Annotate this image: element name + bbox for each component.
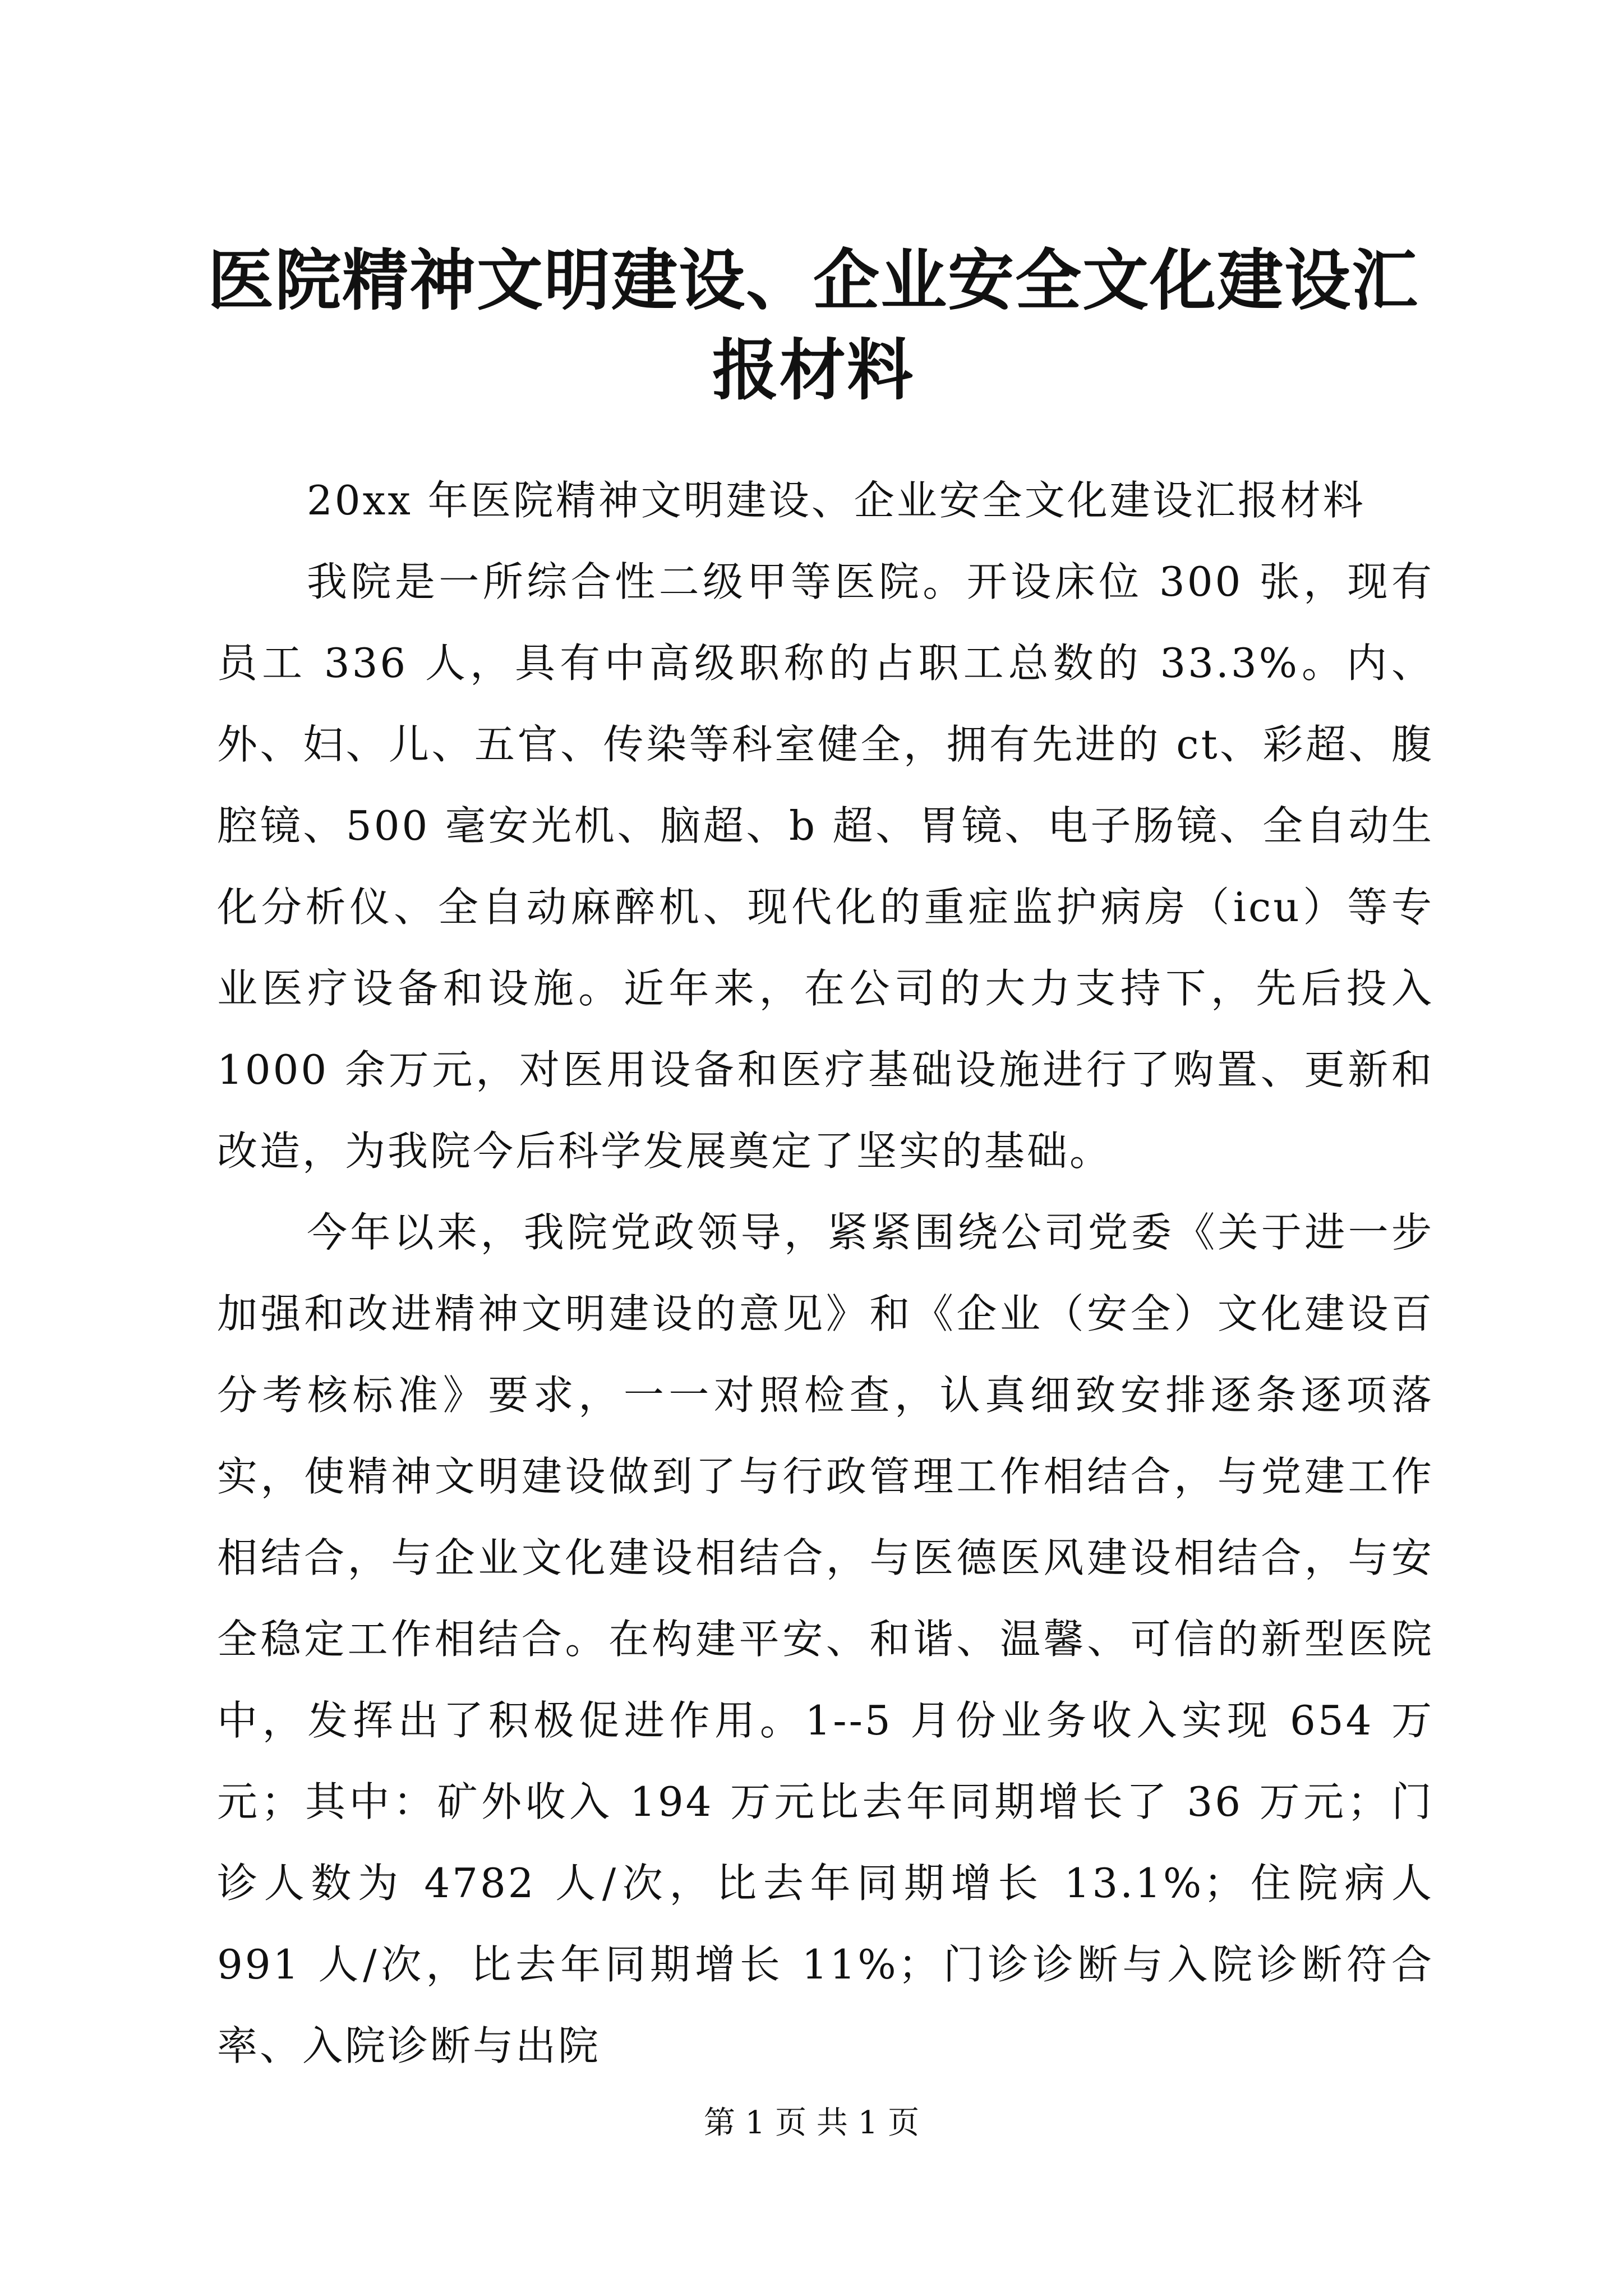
document-body [217, 460, 1434, 2087]
page-footer: 第 1 页 共 1 页 [703, 2105, 920, 2141]
document-subtitle: 20xx 年医院精神文明建设、企业安全文化建设汇报材料 [307, 477, 1366, 524]
paragraph-hospital-overview: 我院是一所综合性二级甲等医院。开设床位 300 张，现有员工 336 人，具有中高级职称的占职工总数的 33.3%。内、外、妇、儿、五官、传染等科室健全，拥有先进的 ct、彩超、腹腔镜、500 毫安光机、脑超、b 超、胃镜、电子肠镜、全自动生化分析仪、全自动麻醉机、现代化的重症监护病房（icu）等专业医疗设备和设施。近年来，在公司的大力支持下，先后投入 1000 余万元，对医用设备和医疗基础设施进行了购置、更新和改造，为我院今后科学发展奠定了坚实的基础。 [217, 558, 1434, 1175]
paragraph-annual-progress: 今年以来，我院党政领导，紧紧围绕公司党委《关于进一步加强和改进精神文明建设的意见》和《企业（安全）文化建设百分考核标准》要求，一一对照检查，认真细致安排逐条逐项落实，使精神文明建设做到了与行政管理工作相结合，与党建工作相结合，与企业文化建设相结合，与医德医风建设相结合，与安全稳定工作相结合。在构建平安、和谐、温馨、可信的新型医院中，发挥出了积极促进作用。1--5 月份业务收入实现 654 万元；其中：矿外收入 194 万元比去年同期增长了 36 万元；门诊人数为 4782 人/次，比去年同期增长 13.1%；住院病人 991 人/次，比去年同期增长 11%；门诊诊断与入院诊断符合率、入院诊断与出院 [217, 1209, 1434, 2069]
document-title: 医院精神文明建设、企业安全文化建设汇报材料 [207, 241, 1419, 409]
